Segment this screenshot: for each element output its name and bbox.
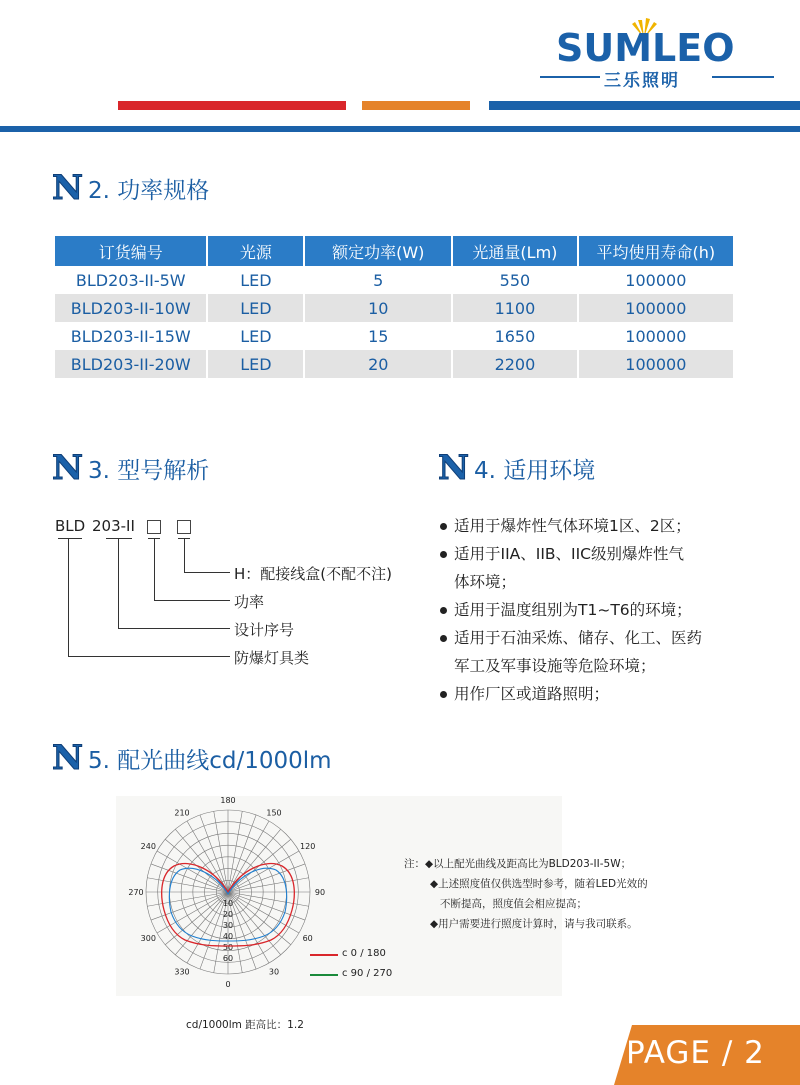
bullet-icon <box>440 551 447 558</box>
bullet-icon <box>440 523 447 530</box>
model-code-prefix: BLD <box>55 517 86 535</box>
logo-subtitle: 三乐照明 <box>604 71 680 91</box>
table-row <box>55 350 733 378</box>
header-rule <box>0 126 800 132</box>
polar-angle-label: 150 <box>266 808 282 818</box>
table-cell: LED <box>207 266 304 294</box>
polar-angle-label: 120 <box>300 842 316 851</box>
polar-angle-label: 30 <box>268 967 280 977</box>
polar-angle-label: 270 <box>128 888 144 897</box>
section-heading-env: N 4. 适用环境 <box>438 447 596 488</box>
table-cell: BLD203-II-10W <box>55 294 207 322</box>
table-cell: 15 <box>304 322 452 350</box>
table-cell: 100000 <box>578 350 733 378</box>
list-item-continued: 体环境； <box>454 573 517 591</box>
model-label-design: 设计序号 <box>234 621 295 639</box>
polar-angle-label: 90 <box>314 888 326 897</box>
table-cell: 20 <box>304 350 452 378</box>
polar-ring-label: 50 <box>222 943 234 952</box>
model-power-box <box>147 520 161 534</box>
curve-notes <box>404 854 704 934</box>
model-option-box <box>177 520 191 534</box>
section-n-icon: N <box>438 447 470 488</box>
logo-rule-right <box>712 76 774 78</box>
table-cell: 550 <box>452 266 577 294</box>
table-cell: LED <box>207 350 304 378</box>
list-item-continued: 军工及军事设施等危险环境； <box>454 657 656 675</box>
polar-angle-label: 330 <box>174 967 190 977</box>
note-line: ◆用户需要进行照度计算时，请与我司联系。 <box>430 918 638 930</box>
model-label-class: 防爆灯具类 <box>234 649 310 667</box>
logo-wordmark: SUMLEO <box>556 26 735 70</box>
table-cell: 10 <box>304 294 452 322</box>
table-header-cell: 光通量(Lm) <box>452 236 577 266</box>
table-header-cell: 额定功率(W) <box>304 236 452 266</box>
polar-ring-label: 10 <box>222 899 234 908</box>
polar-angle-label: 210 <box>174 808 190 818</box>
table-row <box>55 266 733 294</box>
table-cell: 1650 <box>452 322 577 350</box>
polar-angle-label: 0 <box>225 980 231 989</box>
polar-angle-label: 300 <box>140 934 156 943</box>
table-cell: 100000 <box>578 322 733 350</box>
list-item: 适用于爆炸性气体环境1区、2区； <box>440 512 760 540</box>
section-n-icon: N <box>52 447 84 488</box>
table-cell: 100000 <box>578 294 733 322</box>
table-header-cell: 订货编号 <box>55 236 207 266</box>
distance-height-ratio: cd/1000lm 距高比：1.2 <box>186 1019 304 1031</box>
logo-rule-left <box>540 76 600 78</box>
model-code-series: 203-II <box>92 517 135 535</box>
section-n-icon: N <box>52 167 84 208</box>
table-cell: BLD203-II-5W <box>55 266 207 294</box>
leader-line <box>118 538 119 628</box>
table-header-cell: 平均使用寿命(h) <box>578 236 733 266</box>
note-line: 不断提高，照度值会相应提高； <box>440 898 587 910</box>
section-heading-model: N 3. 型号解析 <box>52 447 210 488</box>
legend-swatch <box>310 974 338 976</box>
list-item: 适用于IIA、IIB、IIC级别爆炸性气 <box>440 540 760 568</box>
table-cell: BLD203-II-15W <box>55 322 207 350</box>
model-label-power: 功率 <box>234 593 265 611</box>
legend-swatch <box>310 954 338 956</box>
table-cell: 2200 <box>452 350 577 378</box>
bullet-icon <box>440 691 447 698</box>
polar-ring-label: 60 <box>222 954 234 963</box>
leader-line <box>184 538 185 572</box>
leader-line <box>154 600 230 601</box>
table-cell: LED <box>207 322 304 350</box>
table-cell: 1100 <box>452 294 577 322</box>
bullet-icon <box>440 607 447 614</box>
polar-angle-label: 180 <box>220 796 236 805</box>
model-label-option: H：配接线盒(不配不注) <box>234 565 392 583</box>
legend-label: c 90 / 270 <box>342 968 393 979</box>
env-list <box>440 512 760 708</box>
table-row <box>55 322 733 350</box>
section-heading-curve: N 5. 配光曲线cd/1000lm <box>52 737 332 778</box>
polar-angle-label: 60 <box>302 934 313 943</box>
table-cell: LED <box>207 294 304 322</box>
page-number: PAGE / 2 <box>626 1035 765 1071</box>
list-item: 适用于石油采炼、储存、化工、医药 <box>440 624 760 652</box>
polar-angle-label: 240 <box>140 842 156 851</box>
table-header-row <box>55 236 733 266</box>
bullet-icon <box>440 635 447 642</box>
polar-ring-label: 20 <box>222 910 234 919</box>
table-cell: 100000 <box>578 266 733 294</box>
note-line: ◆上述照度值仅供选型时参考，随着LED光效的 <box>430 878 648 890</box>
polar-diagram <box>128 796 330 1000</box>
list-item: 适用于温度组别为T1~T6的环境； <box>440 596 760 624</box>
list-item: 用作厂区或道路照明； <box>440 680 760 708</box>
leader-line <box>118 628 230 629</box>
polar-ring-label: 40 <box>222 932 234 941</box>
header-bar-red <box>118 101 346 110</box>
table-header-cell: 光源 <box>207 236 304 266</box>
table-cell: 5 <box>304 266 452 294</box>
spec-table <box>55 236 733 378</box>
header-bar-blue <box>489 101 800 110</box>
code-underline <box>106 538 132 539</box>
polar-ring-label: 30 <box>222 921 234 930</box>
leader-line <box>184 572 230 573</box>
section-n-icon: N <box>52 737 84 778</box>
code-underline <box>58 538 82 539</box>
section-heading-power: N 2. 功率规格 <box>52 167 210 208</box>
legend-label: c 0 / 180 <box>342 948 386 959</box>
note-line: 注：◆以上配光曲线及距高比为BLD203-II-5W； <box>404 858 632 870</box>
table-row <box>55 294 733 322</box>
header-bar-orange <box>362 101 470 110</box>
table-cell: BLD203-II-20W <box>55 350 207 378</box>
leader-line <box>68 538 69 656</box>
leader-line <box>154 538 155 600</box>
leader-line <box>68 656 230 657</box>
